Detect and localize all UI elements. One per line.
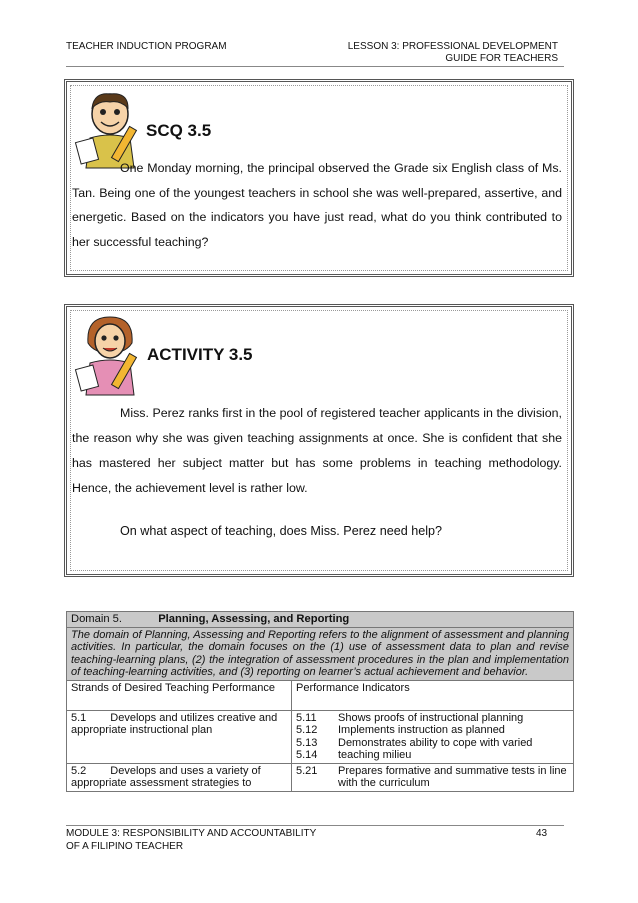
running-header-line2: GUIDE FOR TEACHERS	[445, 53, 558, 64]
strand-number: 5.1	[71, 711, 87, 724]
scq-question-text: One Monday morning, the principal observed the Grade six English class of Ms. Tan. Being one of the youngest teachers in school she was well-prepared, assertive, and energetic. Based on the indicators you have just read, what do you think contributed to her successful teaching?	[72, 161, 562, 249]
table-header-row	[67, 680, 574, 710]
strand-text: Develops and uses a variety of appropriate assessment strategies to	[71, 764, 261, 789]
activity-title: ACTIVITY 3.5	[147, 345, 253, 364]
indicators-header: Performance Indicators	[292, 680, 574, 710]
footer-line2: OF A FILIPINO TEACHER	[66, 840, 184, 852]
running-header-left: TEACHER INDUCTION PROGRAM	[66, 41, 227, 52]
activity-scenario-text: Miss. Perez ranks first in the pool of registered teacher applicants in the division, the reason why she was given teaching assignments at once. She is confident that she has mastered her subject matter but has some problems in teaching methodology. Hence, the achievement level is rather low.	[72, 406, 562, 495]
indicator-item: 5.21 Prepares formative and summative tests in line with the curriculum	[296, 764, 567, 789]
running-header-right	[298, 41, 558, 65]
indicator-item: 5.11 Shows proofs of instructional planning	[296, 711, 524, 724]
indicator-item: 5.13 Demonstrates ability to cope with varied	[296, 736, 533, 749]
page-number: 43	[536, 828, 548, 839]
table-row	[67, 710, 574, 763]
activity-question: On what aspect of teaching, does Miss. Perez need help?	[120, 524, 443, 538]
footer-line1: MODULE 3: RESPONSIBILITY AND ACCOUNTABILITY	[66, 828, 317, 839]
domain-description: The domain of Planning, Assessing and Reporting refers to the alignment of assessment and planning activities. In particular, the domain focuses on the (1) use of assessment data to plan and revise teaching-learning plans, (2) the integration of assessment procedures in the plan and implementation of teaching-learning activities, and (3) reporting on learner’s actual achievement and behavior.	[67, 627, 574, 680]
header-rule	[66, 66, 564, 67]
indicator-item: 5.14 teaching milieu	[296, 749, 412, 761]
strand-text: Develops and utilizes creative and appropriate instructional plan	[71, 711, 278, 736]
indicator-item: 5.12 Implements instruction as planned	[296, 724, 505, 736]
table-row	[67, 763, 574, 791]
running-footer	[66, 828, 316, 853]
domain-label: Domain 5.	[71, 613, 122, 625]
scq-title: SCQ 3.5	[146, 121, 212, 140]
footer-rule	[66, 825, 564, 826]
strand-number: 5.2	[71, 764, 87, 777]
domain-description-row	[67, 627, 574, 680]
teacher-woman-clipart-icon	[74, 313, 146, 397]
domain-title-row	[67, 612, 574, 628]
running-header-line1: LESSON 3: PROFESSIONAL DEVELOPMENT	[347, 41, 558, 52]
domain-name: Planning, Assessing, and Reporting	[158, 613, 350, 625]
strands-header: Strands of Desired Teaching Performance	[67, 680, 292, 710]
domain-5-table	[66, 611, 574, 792]
